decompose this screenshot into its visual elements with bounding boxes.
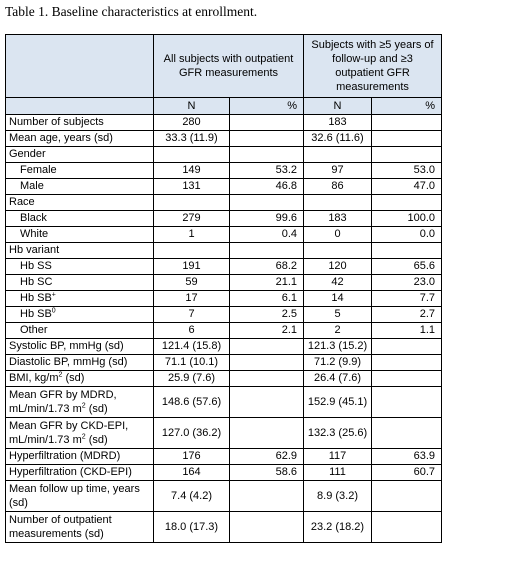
table-row <box>6 355 442 371</box>
pct-value: 2.7 <box>372 307 442 323</box>
pct-value: 7.7 <box>372 291 442 307</box>
n-value: 71.2 (9.9) <box>304 355 372 371</box>
pct-value: 100.0 <box>372 211 442 227</box>
table-row <box>6 465 442 481</box>
table-row <box>6 131 442 147</box>
row-label: Hb SB+ <box>6 291 154 307</box>
row-label: Female <box>6 163 154 179</box>
n-value: 26.4 (7.6) <box>304 371 372 387</box>
n-value: 152.9 (45.1) <box>304 387 372 418</box>
group1-header: All subjects with outpatient GFR measurements <box>154 35 304 98</box>
n-value: 71.1 (10.1) <box>154 355 230 371</box>
row-label: Mean GFR by CKD-EPI, mL/min/1.73 $m^2$ (sd) <box>6 418 154 449</box>
table-row <box>6 179 442 195</box>
pct-value <box>230 115 304 131</box>
row-label: Black <box>6 211 154 227</box>
table-row <box>6 339 442 355</box>
group2-header: Subjects with ≥5 years of follow-up and ≥3 outpatient GFR measurements <box>304 35 442 98</box>
pct-value: 68.2 <box>230 259 304 275</box>
table-row <box>6 227 442 243</box>
table-row <box>6 512 442 543</box>
n-value: 280 <box>154 115 230 131</box>
pct-value: 62.9 <box>230 449 304 465</box>
n-value: 131 <box>154 179 230 195</box>
row-label: Number of subjects <box>6 115 154 131</box>
n-header-1: N <box>154 98 230 115</box>
pct-value: 6.1 <box>230 291 304 307</box>
n-value: 5 <box>304 307 372 323</box>
pct-header-1: % <box>230 98 304 115</box>
pct-value: 99.6 <box>230 211 304 227</box>
n-value: 25.9 (7.6) <box>154 371 230 387</box>
n-value: 8.9 (3.2) <box>304 481 372 512</box>
n-value: 111 <box>304 465 372 481</box>
n-value: 7.4 (4.2) <box>154 481 230 512</box>
n-value: 279 <box>154 211 230 227</box>
table-row <box>6 243 442 259</box>
n-value: 97 <box>304 163 372 179</box>
n-pct-header-row <box>6 98 442 115</box>
table-row <box>6 449 442 465</box>
row-label: Mean GFR by MDRD, mL/min/1.73 $m^2$ (sd) <box>6 387 154 418</box>
table-row <box>6 387 442 418</box>
n-value: 42 <box>304 275 372 291</box>
header-blank-cell <box>6 35 154 98</box>
pct-value: 65.6 <box>372 259 442 275</box>
row-label: Other <box>6 323 154 339</box>
row-label: BMI, $kg/m^2$ (sd) <box>6 371 154 387</box>
pct-value: 60.7 <box>372 465 442 481</box>
pct-value <box>372 131 442 147</box>
pct-value: 46.8 <box>230 179 304 195</box>
table-row <box>6 147 442 163</box>
n-value: 183 <box>304 211 372 227</box>
group-header-row <box>6 35 442 98</box>
n-value: 7 <box>154 307 230 323</box>
n-value: 132.3 (25.6) <box>304 418 372 449</box>
n-value: 86 <box>304 179 372 195</box>
n-value: 149 <box>154 163 230 179</box>
n-value: 0 <box>304 227 372 243</box>
row-label: White <box>6 227 154 243</box>
n-value: 33.3 (11.9) <box>154 131 230 147</box>
header-blank-cell <box>6 98 154 115</box>
baseline-table <box>5 34 442 543</box>
pct-header-2: % <box>372 98 442 115</box>
table-row <box>6 163 442 179</box>
n-value: 1 <box>154 227 230 243</box>
n-value: 127.0 (36.2) <box>154 418 230 449</box>
n-value: 121.4 (15.8) <box>154 339 230 355</box>
table-row <box>6 418 442 449</box>
n-value: 2 <box>304 323 372 339</box>
pct-value: 1.1 <box>372 323 442 339</box>
pct-value <box>230 131 304 147</box>
row-label: Mean follow up time, years (sd) <box>6 481 154 512</box>
pct-value <box>372 115 442 131</box>
n-value: 120 <box>304 259 372 275</box>
pct-value: 0.0 <box>372 227 442 243</box>
pct-value: 63.9 <box>372 449 442 465</box>
pct-value: 0.4 <box>230 227 304 243</box>
row-label: Hb SS <box>6 259 154 275</box>
row-label: Male <box>6 179 154 195</box>
n-value: 176 <box>154 449 230 465</box>
n-value: 164 <box>154 465 230 481</box>
pct-value: 53.2 <box>230 163 304 179</box>
table-row <box>6 307 442 323</box>
n-value: 191 <box>154 259 230 275</box>
table-row <box>6 115 442 131</box>
table-row <box>6 481 442 512</box>
row-label: Systolic BP, mmHg (sd) <box>6 339 154 355</box>
n-header-2: N <box>304 98 372 115</box>
row-label: Hb $SB^0$ <box>6 307 154 323</box>
table-row <box>6 211 442 227</box>
n-value: 121.3 (15.2) <box>304 339 372 355</box>
pct-value: 23.0 <box>372 275 442 291</box>
table-caption: Table 1. Baseline characteristics at enrollment. <box>5 4 258 19</box>
n-value: 17 <box>154 291 230 307</box>
table-row <box>6 195 442 211</box>
table-row <box>6 291 442 307</box>
row-label: Race <box>6 195 154 211</box>
pct-value: 21.1 <box>230 275 304 291</box>
table-row <box>6 371 442 387</box>
pct-value: 2.1 <box>230 323 304 339</box>
table-row <box>6 323 442 339</box>
n-value: 59 <box>154 275 230 291</box>
row-label: Mean age, years (sd) <box>6 131 154 147</box>
row-label: Hb variant <box>6 243 154 259</box>
n-value: 18.0 (17.3) <box>154 512 230 543</box>
n-value: 23.2 (18.2) <box>304 512 372 543</box>
row-label: Number of outpatient measurements (sd) <box>6 512 154 543</box>
pct-value: 2.5 <box>230 307 304 323</box>
row-label: Hyperfiltration (MDRD) <box>6 449 154 465</box>
n-value: 148.6 (57.6) <box>154 387 230 418</box>
n-value: 32.6 (11.6) <box>304 131 372 147</box>
pct-value: 53.0 <box>372 163 442 179</box>
n-value: 183 <box>304 115 372 131</box>
table-row <box>6 259 442 275</box>
n-value: 117 <box>304 449 372 465</box>
row-label: Hyperfiltration (CKD-EPI) <box>6 465 154 481</box>
n-value: 14 <box>304 291 372 307</box>
row-label: Gender <box>6 147 154 163</box>
pct-value: 47.0 <box>372 179 442 195</box>
row-label: Hb SC <box>6 275 154 291</box>
n-value: 6 <box>154 323 230 339</box>
row-label: Diastolic BP, mmHg (sd) <box>6 355 154 371</box>
table-row <box>6 275 442 291</box>
pct-value: 58.6 <box>230 465 304 481</box>
